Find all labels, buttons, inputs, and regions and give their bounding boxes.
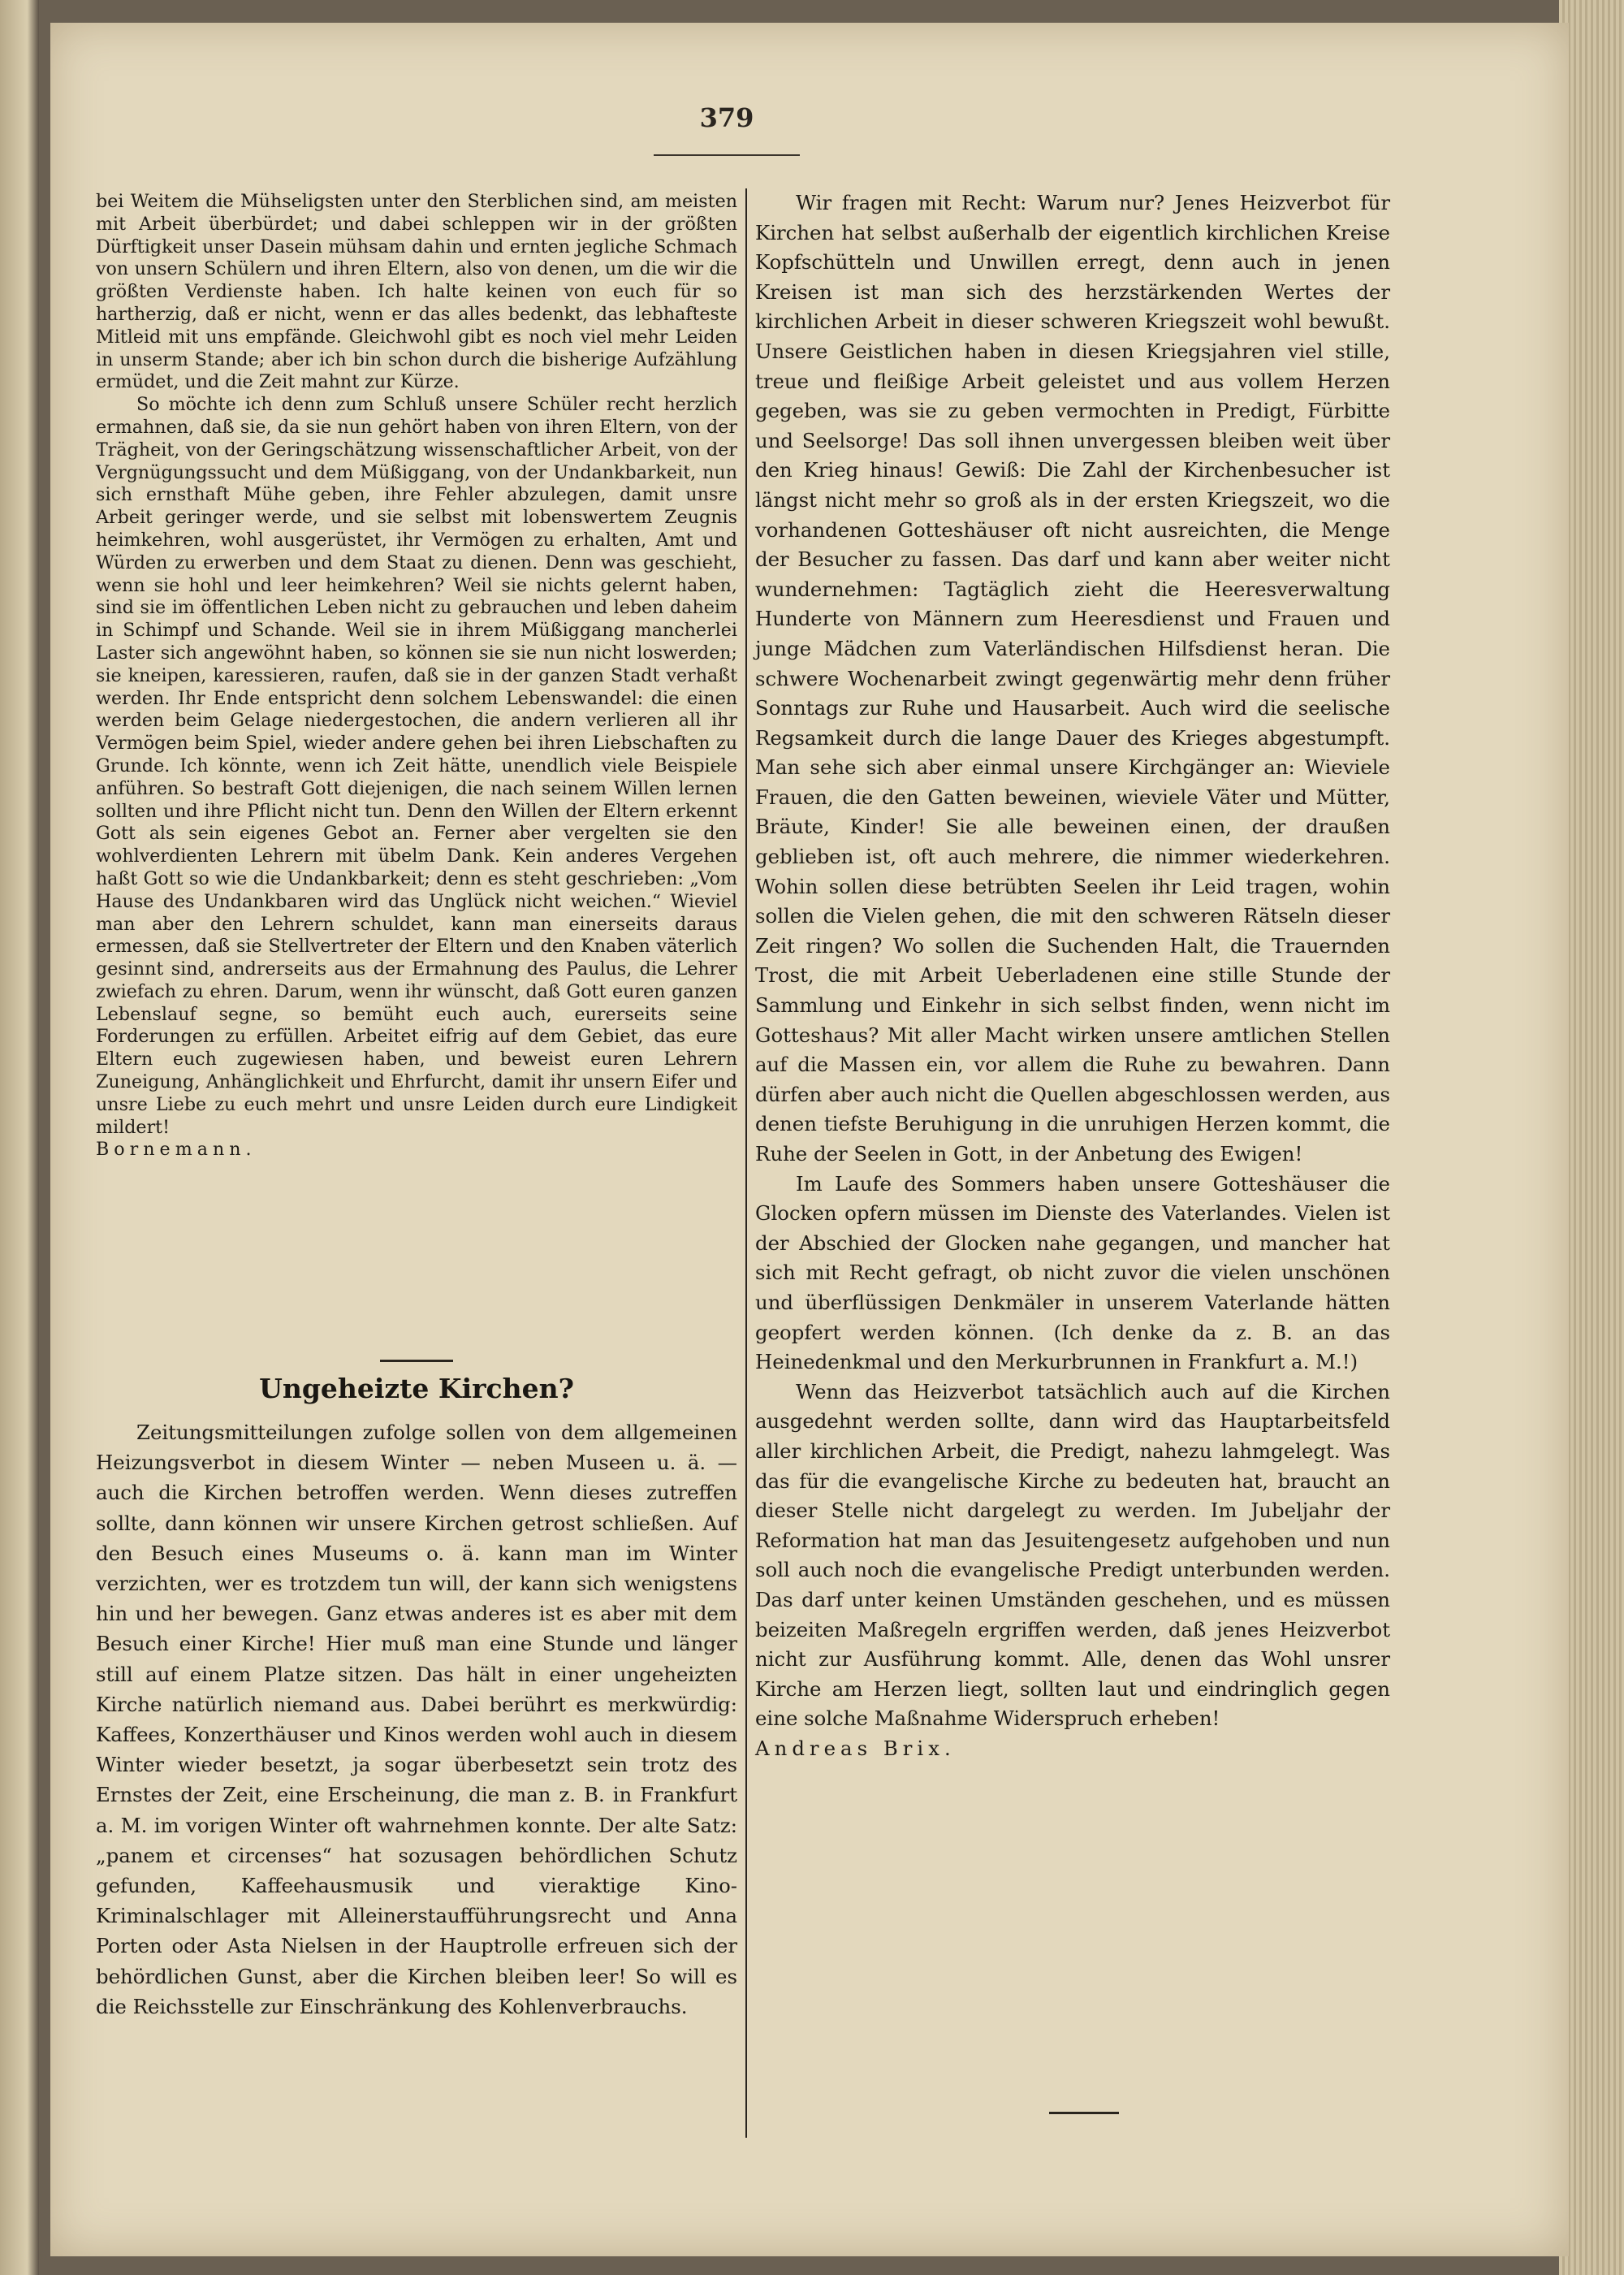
end-divider [1049,2112,1119,2114]
paragraph: Zeitungsmitteilungen zufolge sollen von dem allgemeinen Heizungsverbot in diesem Winter — neben Museen u. ä. — auch die Kirchen betroffen werden. Wenn dieses zutreffen sollte, dann können wir unsere Kirchen getrost schließen. Auf den Besuch eines Museums o. ä. kann man im Winter verzichten, wer es trotzdem tun will, der kann sich wenigstens hin und her bewegen. Ganz etwas anderes ist es aber mit dem Besuch einer Kirche! Hier muß man eine Stunde und länger still auf einem Platze sitzen. Das hält in einer ungeheizten Kirche natürlich niemand aus. Dabei berührt es merkwürdig: Kaffees, Konzerthäuser und Kinos werden wohl auch in diesem Winter wieder besetzt, ja sogar überbesetzt sein trotz des Ernstes der Zeit, eine Erscheinung, die man z. B. in Frankfurt a. M. im vorigen Winter oft wahrnehmen konnte. Der alte Satz: „panem et circenses“ hat sozusagen behördlichen Schutz gefunden, Kaffeehausmusik und vieraktige Kino-Kriminalschlager mit Alleinerstaufführungsrecht und Anna Porten oder Asta Nielsen in der Hauptrolle erfreuen sich der behördlichen Gunst, aber die Kirchen bleiben leer! So will es die Reichsstelle zur Einschränkung des Kohlenverbrauchs. [96,1421,737,2018]
paragraph: So möchte ich denn zum Schluß unsere Schüler recht herzlich ermahnen, daß sie, da sie nun gehört haben von ihren Eltern, von der Trägheit, von der Geringschätzung wissenschaftlicher Arbeit, von der Vergnügungssucht und dem Müßiggang, von der Undankbarkeit, nun sich ernsthaft Mühe geben, ihre Fehler abzulegen, damit unsre Arbeit geringer werde, und sie selbst mit lobenswertem Zeugnis heimkehren, wohl ausgerüstet, ihr Vermögen zu erhalten, Amt und Würden zu erwerben und dem Staat zu dienen. Denn was geschieht, wenn sie hohl und leer heimkehren? Weil sie nichts gelernt haben, sind sie im öffentlichen Leben nicht zu gebrauchen und leben daheim in Schimpf und Schande. Weil sie in ihrem Müßiggang mancherlei Laster sich angewöhnt haben, so können sie sie nun nicht loswerden; sie kneipen, karessieren, raufen, daß sie in der ganzen Stadt verhaßt werden. Ihr Ende entspricht denn solchem Lebenswandel: die einen werden beim Gelage niedergestochen, die andern verlieren all ihr Vermögen beim Spiel, wieder andere gehen bei ihren Liebschaften zu Grunde. Ich könnte, wenn ich Zeit hätte, unendlich viele Beispiele anführen. So bestraft Gott diejenigen, die nach seinem Willen lernen sollten und ihre Pflicht nicht tun. Denn den Willen der Eltern erkennt Gott als sein eigenes Gebot an. Ferner aber vergelten sie den wohlverdienten Lehrern mit übelm Dank. Kein anderes Vergehen haßt Gott so wie die Undankbarkeit; denn es steht geschrieben: „Vom Hause des Undankbaren wird das Unglück nicht weichen.“ Wieviel man aber den Lehrern schuldet, kann man einerseits daraus ermessen, daß sie Stellvertreter der Eltern und den Knaben väterlich gesinnt sind, andrerseits aus der Ermahnung des Paulus, die Lehrer zwiefach zu ehren. Darum, wenn ihr wünscht, daß Gott euren ganzen Lebenslauf segne, so bemüht euch auch, eurerseits seine Forderungen zu erfüllen. Arbeitet eifrig auf dem Gebiet, das eure Eltern euch zugewiesen haben, und beweist euren Lehrern Zuneigung, Anhänglichkeit und Ehrfurcht, damit ihr unsern Eifer und unsre Liebe zu euch mehrt und unsre Leiden durch eure Lindigkeit mildert! [96,394,737,1138]
book-page-edges [1559,0,1624,2275]
paragraph: bei Weitem die Mühseligsten unter den Sterblichen sind, am meisten mit Arbeit überbürdet; und dabei schleppen wir in der größten Dürftigkeit unser Dasein mühsam dahin und ernten jegliche Schmach von unsern Schülern und ihren Eltern, also von denen, um die wir die größten Verdienste haben. Ich halte keinen von euch für so hartherzig, daß er nicht, wenn er das alles bedenkt, das lebhafteste Mitleid mit uns empfände. Gleichwohl gibt es noch viel mehr Leiden in unserm Stande; aber ich bin schon durch die bisherige Aufzählung ermüdet, und die Zeit mahnt zur Kürze. [96,191,737,393]
page-number-rule [654,154,800,156]
article-right-column [755,188,1390,1763]
left-column-continued-article [96,191,737,1161]
author-signature: Andreas Brix. [755,1736,956,1760]
author-signature: Bornemann. [96,1139,257,1161]
article-title: Ungeheizte Kirchen? [259,1373,574,1404]
facing-page-edge [0,0,39,2275]
paragraph: Im Laufe des Sommers haben unsere Gotteshäuser die Glocken opfern müssen im Dienste des Vaterlandes. Vielen ist der Abschied der Glocken nahe gegangen, und mancher hat sich mit Recht gefragt, ob nicht zuvor die vielen unschönen und überflüssigen Denkmäler in unserem Vaterlande hätten geopfert werden können. (Ich denke da z. B. an das Heinedenkmal und den Merkurbrunnen in Frankfurt a. M.!) [755,1171,1390,1374]
paragraph: Wenn das Heizverbot tatsächlich auch auf die Kirchen ausgedehnt werden sollte, dann wird das Hauptarbeitsfeld aller kirchlichen Arbeit, die Predigt, nahezu lahmgelegt. Was das für die evangelische Kirche zu bedeuten hat, braucht an dieser Stelle nicht dargelegt zu werden. Im Jubeljahr der Reformation hat man das Jesuitengesetz aufgehoben und nun soll auch noch die evangelische Predigt unterbunden werden. Das darf unter keinen Umständen geschehen, und es müssen beizeiten Maßregeln ergriffen werden, daß jenes Heizverbot nicht zur Ausführung kommt. Alle, denen das Wohl unsrer Kirche am Herzen liegt, sollten laut und eindringlich gegen eine solche Maßnahme Widerspruch erheben! [755,1379,1390,1731]
column-divider [745,188,747,2138]
section-divider [380,1360,453,1362]
paragraph: Wir fragen mit Recht: Warum nur? Jenes Heizverbot für Kirchen hat selbst außerhalb der eigentlich kirchlichen Kreise Kopfschütteln und Unwillen erregt, denn auch in jenen Kreisen ist man sich des herzstärkenden Wertes der kirchlichen Arbeit in dieser schweren Kriegszeit wohl bewußt. Unsere Geistlichen haben in diesen Kriegsjahren viel stille, treue und fleißige Arbeit geleistet und aus vollem Herzen gegeben, was sie zu geben vermochten in Predigt, Fürbitte und Seelsorge! Das soll ihnen unvergessen bleiben weit über den Krieg hinaus! Gewiß: Die Zahl der Kirchenbesucher ist längst nicht mehr so groß als in der ersten Kriegszeit, wo die vorhandenen Gotteshäuser oft nicht ausreichten, die Menge der Besucher zu fassen. Das darf und kann aber weiter nicht wundernehmen: Tagtäglich zieht die Heeresverwaltung Hunderte von Männern zum Heeresdienst und Frauen und junge Mädchen zum Vaterländischen Hilfsdienst heran. Die schwere Wochenarbeit zwingt gegenwärtig mehr denn früher Sonntags zur Ruhe und Hausarbeit. Auch wird die seelische Regsamkeit durch die lange Dauer des Krieges abgestumpft. Man sehe sich aber einmal unsere Kirchgänger an: Wieviele Frauen, die den Gatten beweinen, wieviele Väter und Mütter, Bräute, Kinder! Sie alle beweinen einen, der draußen geblieben ist, oft auch mehrere, die nimmer wiederkehren. Wohin sollen diese betrübten Seelen ihr Leid tragen, wohin sollen die Vielen gehen, die mit den schweren Rätseln dieser Zeit ringen? Wo sollen die Suchenden Halt, die Trauernden Trost, die mit Arbeit Ueberladenen eine stille Stunde der Sammlung und Einkehr in sich selbst finden, wenn nicht im Gotteshaus? Mit aller Macht wirken unsere amtlichen Stellen auf die Massen ein, vor allem die Ruhe zu bewahren. Dann dürfen aber auch nicht die Quellen abgeschlossen werden, aus denen tiefste Beruhigung in die unruhigen Herzen kommt, die Ruhe der Seelen in Gott, in der Anbetung des Ewigen! [755,191,1390,1166]
page-number: 379 [699,102,754,133]
article-left-column [96,1417,737,2022]
